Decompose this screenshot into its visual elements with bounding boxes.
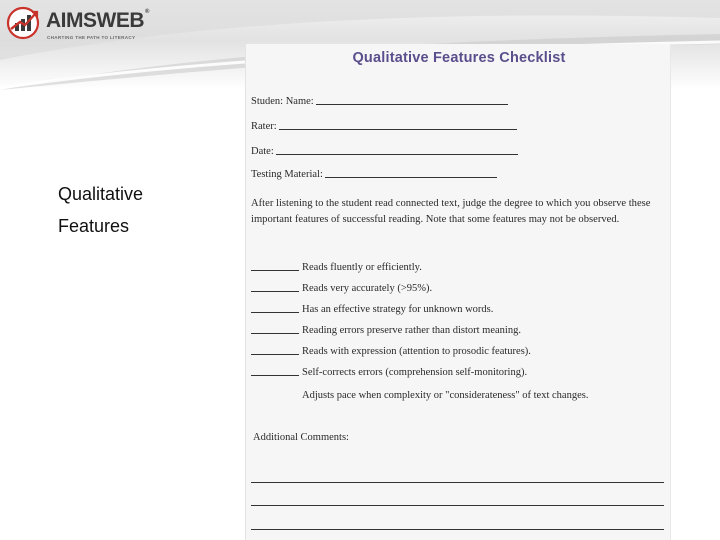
comment-line [251,482,664,483]
checklist-blank [251,354,299,355]
rater-line [279,129,517,130]
logo-tagline: CHARTING THE PATH TO LITERACY [47,35,136,40]
slide-label-line1: Qualitative [58,184,144,204]
student-name-label: Studen: Name: [251,96,314,107]
checklist-item [251,346,531,360]
student-name-field [251,96,508,107]
checklist-blank [251,270,299,271]
slide-label-line2: Features [58,216,130,236]
logo-wordmark-text: AIMSWEB [46,9,144,32]
checklist-item-text: Reading errors preserve rather than distort meaning. [302,325,521,336]
checklist-item-text: Reads with expression (attention to prosodic features). [302,346,531,357]
checklist-item-text: Reads very accurately (>95%). [302,283,433,294]
checklist-item [251,390,588,404]
checklist-blank [251,291,299,292]
logo-trademark: ® [145,9,149,15]
checklist-blank [251,333,299,334]
instructions-text: After listening to the student read connected text, judge the degree to which you observe these important features of successful reading. Note that some features may not be observed. [251,198,651,225]
date-line [276,154,518,155]
document-title: Qualitative Features Checklist [352,50,566,66]
checklist-item [251,304,493,318]
checklist-item [251,262,422,276]
checklist-item [251,283,432,297]
checklist-item [251,325,521,339]
comment-line [251,505,664,506]
testing-material-field [251,169,497,180]
comment-line [251,529,664,530]
checklist-item [251,367,527,381]
testing-material-label: Testing Material: [251,169,323,180]
aimsweb-logo [6,6,156,40]
rater-field [251,121,517,132]
checklist-item-text: Has an effective strategy for unknown words. [302,304,494,315]
checklist-document [245,44,671,540]
date-label: Date: [251,146,274,157]
student-name-line [316,104,508,105]
checklist-item-text: Reads fluently or efficiently. [302,262,422,273]
date-field [251,146,518,157]
checklist-blank [251,312,299,313]
checklist-item-text: Self-corrects errors (comprehension self-monitoring). [302,367,528,378]
comments-label: Additional Comments: [253,432,349,443]
checklist-blank [251,375,299,376]
slide-label [58,178,143,242]
rater-label: Rater: [251,121,277,132]
logo-mark-icon [6,6,42,40]
checklist-item-text: Adjusts pace when complexity or "considerateness" of text changes. [302,390,589,401]
logo-wordmark [46,9,149,33]
testing-material-line [325,177,497,178]
